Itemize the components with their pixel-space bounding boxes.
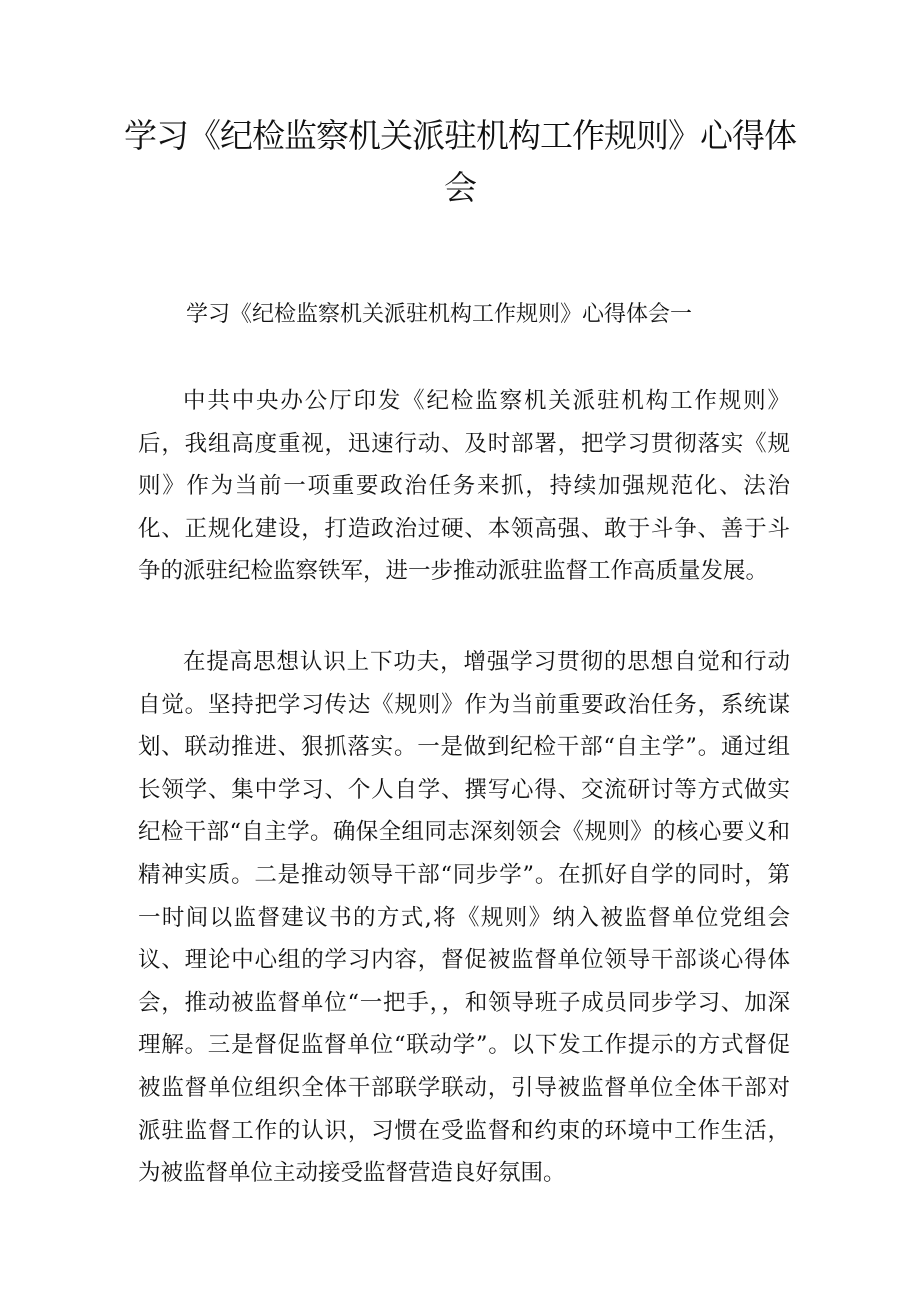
- paragraph-1: 中共中央办公厅印发《纪检监察机关派驻机构工作规则》后，我组高度重视，迅速行动、及时部署，把学习贯彻落实《规则》作为当前一项重要政治任务来抓，持续加强规范化、法治化、正规化建设，打造政治过硬、本领高强、敢于斗争、善于斗争的派驻纪检监察铁军，进一步推动派驻监督工作高质量发展。: [138, 388, 790, 585]
- document-title: 学习《纪检监察机关派驻机构工作规则》心得体会: [124, 116, 796, 207]
- paragraph-2: 在提高思想认识上下功夫，增强学习贯彻的思想自觉和行动自觉。坚持把学习传达《规则》作为当前重要政治任务，系统谋划、联动推进、狠抓落实。一是做到纪检干部“自主学”。通过组长领学、集中学习、个人自学、撰写心得、交流研讨等方式做实纪检干部“自主学。确保全组同志深刻领会《规则》的核心要义和精神实质。二是推动领导干部“同步学”。在抓好自学的同时，第一时间以监督建议书的方式,将《规则》纳入被监督单位党组会议、理论中心组的学习内容，督促被监督单位领导干部谈心得体会，推动被监督单位“一把手，，和领导班子成员同步学习、加深理解。三是督促监督单位“联动学”。以下发工作提示的方式督促被监督单位组织全体干部联学联动，引导被监督单位全体干部对派驻监督工作的认识，习惯在受监督和约束的环境中工作生活，为被监督单位主动接受监督营造良好氛围。: [138, 649, 790, 1187]
- section-heading: 学习《纪检监察机关派驻机构工作规则》心得体会一: [186, 302, 693, 327]
